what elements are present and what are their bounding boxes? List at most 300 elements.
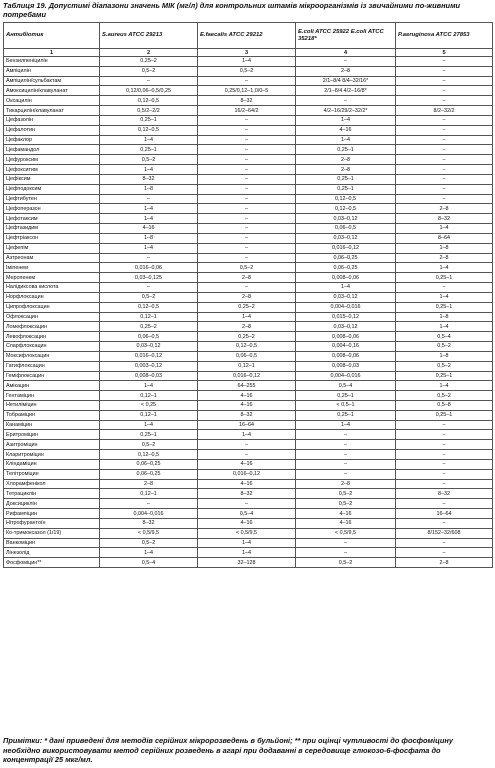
- e-faecalis-cell: –: [198, 204, 296, 214]
- antibiotic-cell: Азтреонам: [4, 253, 100, 263]
- s-aureus-cell: 8–32: [100, 518, 198, 528]
- e-coli-cell: 0,25–1: [296, 391, 396, 401]
- table-row: [4, 253, 493, 263]
- e-faecalis-cell: 2–8: [198, 322, 296, 332]
- s-aureus-cell: < 0,5/9,5: [100, 528, 198, 538]
- antibiotic-cell: Цефаклор: [4, 135, 100, 145]
- p-aeruginosa-cell: –: [396, 125, 493, 135]
- table-row: [4, 243, 493, 253]
- e-coli-cell: 0,03–0,12: [296, 292, 396, 302]
- s-aureus-cell: 0,016–0,12: [100, 351, 198, 361]
- e-coli-cell: 0,25–1: [296, 174, 396, 184]
- antibiotic-cell: Геміфлоксацин: [4, 371, 100, 381]
- e-faecalis-cell: –: [198, 243, 296, 253]
- p-aeruginosa-cell: 1–8: [396, 351, 493, 361]
- s-aureus-cell: 1–4: [100, 165, 198, 175]
- e-faecalis-cell: 1–4: [198, 430, 296, 440]
- e-faecalis-cell: 8–32: [198, 489, 296, 499]
- table-row: [4, 57, 493, 67]
- table-row: [4, 214, 493, 224]
- p-aeruginosa-cell: 1–4: [396, 292, 493, 302]
- antibiotic-cell: Моксифлоксацин: [4, 351, 100, 361]
- antibiotic-cell: Цефтріаксон: [4, 233, 100, 243]
- p-aeruginosa-cell: –: [396, 165, 493, 175]
- e-coli-cell: 0,004–0,016: [296, 302, 396, 312]
- e-faecalis-cell: –: [198, 76, 296, 86]
- p-aeruginosa-cell: 0,25–1: [396, 273, 493, 283]
- antibiotic-cell: Ко-тримоксазол (1/19): [4, 528, 100, 538]
- e-faecalis-cell: 1–4: [198, 57, 296, 67]
- p-aeruginosa-cell: 0,5–4: [396, 332, 493, 342]
- s-aureus-cell: 0,25–2: [100, 322, 198, 332]
- e-coli-cell: 4–16: [296, 509, 396, 519]
- table-row: [4, 489, 493, 499]
- s-aureus-cell: 1–4: [100, 548, 198, 558]
- p-aeruginosa-cell: 8/2–32/2: [396, 106, 493, 116]
- s-aureus-cell: 0,12–1: [100, 410, 198, 420]
- e-faecalis-cell: –: [198, 125, 296, 135]
- e-faecalis-cell: 0,25/0,12–1,0/0–5: [198, 86, 296, 96]
- e-faecalis-cell: 64–255: [198, 381, 296, 391]
- p-aeruginosa-cell: –: [396, 57, 493, 67]
- e-coli-cell: 0,008–0,03: [296, 361, 396, 371]
- column-number: 1: [4, 49, 100, 57]
- table-row: [4, 283, 493, 293]
- s-aureus-cell: 1–8: [100, 233, 198, 243]
- e-faecalis-cell: 1–4: [198, 312, 296, 322]
- antibiotic-cell: Цефамандол: [4, 145, 100, 155]
- s-aureus-cell: 0,12/0,06–0,5/0,25: [100, 86, 198, 96]
- e-faecalis-cell: –: [198, 440, 296, 450]
- antibiotic-cell: Цефуроксим: [4, 155, 100, 165]
- p-aeruginosa-cell: 0,25–1: [396, 302, 493, 312]
- e-coli-cell: –: [296, 548, 396, 558]
- e-coli-cell: 2/1–8/4 8/4–32/16*: [296, 76, 396, 86]
- s-aureus-cell: 0,016–0,06: [100, 263, 198, 273]
- s-aureus-cell: 0,06–0,25: [100, 469, 198, 479]
- table-body: [4, 57, 493, 568]
- p-aeruginosa-cell: –: [396, 194, 493, 204]
- antibiotic-cell: Ванкоміцин: [4, 538, 100, 548]
- e-coli-cell: 4–16: [296, 125, 396, 135]
- column-number: 5: [396, 49, 493, 57]
- e-faecalis-cell: 4–16: [198, 459, 296, 469]
- antibiotic-cell: Амоксицилін/клавуланат: [4, 86, 100, 96]
- p-aeruginosa-cell: –: [396, 479, 493, 489]
- p-aeruginosa-cell: –: [396, 459, 493, 469]
- header-s-aureus: S.aureus ATCC 29213: [100, 23, 198, 49]
- antibiotic-cell: Нетиліміцин: [4, 400, 100, 410]
- antibiotic-cell: Телітроміцин: [4, 469, 100, 479]
- p-aeruginosa-cell: –: [396, 440, 493, 450]
- e-faecalis-cell: < 0,5/9,5: [198, 528, 296, 538]
- s-aureus-cell: 0,25–1: [100, 145, 198, 155]
- table-row: [4, 76, 493, 86]
- antibiotic-cell: Гатифлоксацин: [4, 361, 100, 371]
- p-aeruginosa-cell: –: [396, 469, 493, 479]
- e-coli-cell: 0,25–1: [296, 145, 396, 155]
- s-aureus-cell: –: [100, 194, 198, 204]
- e-faecalis-cell: –: [198, 499, 296, 509]
- antibiotic-cell: Меропенем: [4, 273, 100, 283]
- p-aeruginosa-cell: –: [396, 145, 493, 155]
- p-aeruginosa-cell: –: [396, 115, 493, 125]
- table-row: [4, 263, 493, 273]
- e-coli-cell: 0,008–0,06: [296, 332, 396, 342]
- table-row: [4, 233, 493, 243]
- e-coli-cell: 0,03–0,12: [296, 233, 396, 243]
- table-row: [4, 430, 493, 440]
- s-aureus-cell: –: [100, 283, 198, 293]
- s-aureus-cell: 1–4: [100, 243, 198, 253]
- s-aureus-cell: 0,5/2–2/2: [100, 106, 198, 116]
- antibiotic-cell: Оксацилін: [4, 96, 100, 106]
- e-coli-cell: 0,06–0,25: [296, 253, 396, 263]
- s-aureus-cell: 0,003–0,12: [100, 361, 198, 371]
- e-coli-cell: 0,5–2: [296, 489, 396, 499]
- s-aureus-cell: 0,5–2: [100, 440, 198, 450]
- e-coli-cell: –: [296, 538, 396, 548]
- p-aeruginosa-cell: –: [396, 86, 493, 96]
- e-coli-cell: 0,5–4: [296, 381, 396, 391]
- e-coli-cell: 0,03–0,12: [296, 322, 396, 332]
- e-coli-cell: 2–8: [296, 66, 396, 76]
- antibiotic-cell: Хлорамфенікол: [4, 479, 100, 489]
- p-aeruginosa-cell: 1–8: [396, 312, 493, 322]
- p-aeruginosa-cell: 8–32: [396, 489, 493, 499]
- table-row: [4, 391, 493, 401]
- e-faecalis-cell: 1–4: [198, 538, 296, 548]
- table-row: [4, 96, 493, 106]
- p-aeruginosa-cell: –: [396, 155, 493, 165]
- e-coli-cell: 0,016–0,12: [296, 243, 396, 253]
- s-aureus-cell: 0,25–1: [100, 115, 198, 125]
- antibiotic-cell: Нітрофурантоїн: [4, 518, 100, 528]
- e-coli-cell: 4–16: [296, 518, 396, 528]
- antibiotic-cell: Тикарцилін/клавуланат: [4, 106, 100, 116]
- e-coli-cell: 0,004–0,16: [296, 342, 396, 352]
- e-faecalis-cell: –: [198, 184, 296, 194]
- antibiotic-cell: Офлоксацин: [4, 312, 100, 322]
- table-row: [4, 371, 493, 381]
- antibiotic-cell: Цефазолін: [4, 115, 100, 125]
- table-row: [4, 381, 493, 391]
- e-coli-cell: –: [296, 57, 396, 67]
- antibiotic-cell: Цефалотин: [4, 125, 100, 135]
- table-row: [4, 125, 493, 135]
- s-aureus-cell: 0,03–0,125: [100, 273, 198, 283]
- e-faecalis-cell: 0,016–0,12: [198, 469, 296, 479]
- e-coli-cell: 0,5–2: [296, 558, 396, 568]
- e-faecalis-cell: 4–16: [198, 518, 296, 528]
- s-aureus-cell: 0,12–1: [100, 391, 198, 401]
- table-row: [4, 204, 493, 214]
- table-row: [4, 400, 493, 410]
- antibiotic-cell: Тетрациклін: [4, 489, 100, 499]
- table-row: [4, 165, 493, 175]
- antibiotic-cell: Ампіцилін: [4, 66, 100, 76]
- table-row: [4, 440, 493, 450]
- e-faecalis-cell: 2–8: [198, 273, 296, 283]
- table-row: [4, 469, 493, 479]
- header-e-coli: E.coli ATCC 25922 E.coli ATCC 35218*: [296, 23, 396, 49]
- antibiotic-cell: Налідиксова кислота: [4, 283, 100, 293]
- p-aeruginosa-cell: –: [396, 174, 493, 184]
- e-coli-cell: 2–8: [296, 155, 396, 165]
- e-faecalis-cell: 0,12–0,5: [198, 342, 296, 352]
- e-coli-cell: 0,06–0,25: [296, 263, 396, 273]
- p-aeruginosa-cell: 16–64: [396, 509, 493, 519]
- s-aureus-cell: 0,12–0,5: [100, 96, 198, 106]
- s-aureus-cell: < 0,25: [100, 400, 198, 410]
- s-aureus-cell: 1–4: [100, 204, 198, 214]
- p-aeruginosa-cell: 1–4: [396, 263, 493, 273]
- table-row: [4, 518, 493, 528]
- p-aeruginosa-cell: 0,5–8: [396, 400, 493, 410]
- table-row: [4, 273, 493, 283]
- e-faecalis-cell: –: [198, 283, 296, 293]
- e-coli-cell: 0,008–0,06: [296, 273, 396, 283]
- e-faecalis-cell: 0,5–4: [198, 509, 296, 519]
- s-aureus-cell: 1–4: [100, 135, 198, 145]
- e-coli-cell: 0,03–0,12: [296, 214, 396, 224]
- antibiotic-cell: Левофлоксацин: [4, 332, 100, 342]
- table-row: [4, 155, 493, 165]
- e-faecalis-cell: 1–4: [198, 548, 296, 558]
- s-aureus-cell: 0,12–1: [100, 312, 198, 322]
- p-aeruginosa-cell: –: [396, 66, 493, 76]
- mic-ranges-table: [3, 22, 493, 568]
- s-aureus-cell: 0,06–0,25: [100, 459, 198, 469]
- table-row: [4, 332, 493, 342]
- antibiotic-cell: Бензилпеніцилін: [4, 57, 100, 67]
- p-aeruginosa-cell: 0,5–2: [396, 342, 493, 352]
- antibiotic-cell: Канаміцин: [4, 420, 100, 430]
- p-aeruginosa-cell: –: [396, 518, 493, 528]
- e-coli-cell: –: [296, 96, 396, 106]
- antibiotic-cell: Еритроміцин: [4, 430, 100, 440]
- p-aeruginosa-cell: 1–4: [396, 224, 493, 234]
- p-aeruginosa-cell: 2–8: [396, 204, 493, 214]
- e-faecalis-cell: 0,25–2: [198, 332, 296, 342]
- e-faecalis-cell: –: [198, 145, 296, 155]
- e-coli-cell: –: [296, 469, 396, 479]
- column-number: 3: [198, 49, 296, 57]
- p-aeruginosa-cell: –: [396, 450, 493, 460]
- e-coli-cell: –: [296, 440, 396, 450]
- e-faecalis-cell: 16/2–64/2: [198, 106, 296, 116]
- e-faecalis-cell: 0,5–2: [198, 66, 296, 76]
- e-faecalis-cell: –: [198, 224, 296, 234]
- e-coli-cell: 1–4: [296, 135, 396, 145]
- s-aureus-cell: 0,03–0,12: [100, 342, 198, 352]
- table-row: [4, 558, 493, 568]
- table-row: [4, 342, 493, 352]
- e-coli-cell: < 0,5–1: [296, 400, 396, 410]
- s-aureus-cell: 0,008–0,03: [100, 371, 198, 381]
- p-aeruginosa-cell: –: [396, 96, 493, 106]
- e-coli-cell: 0,25–1: [296, 184, 396, 194]
- antibiotic-cell: Цефепім: [4, 243, 100, 253]
- e-coli-cell: 2/1–8/4 4/2–16/8*: [296, 86, 396, 96]
- table-row: [4, 450, 493, 460]
- table-row: [4, 528, 493, 538]
- e-coli-cell: < 0,5/9,5: [296, 528, 396, 538]
- s-aureus-cell: 0,5–2: [100, 66, 198, 76]
- e-coli-cell: 2–8: [296, 479, 396, 489]
- e-faecalis-cell: –: [198, 155, 296, 165]
- s-aureus-cell: 0,12–0,5: [100, 450, 198, 460]
- e-coli-cell: –: [296, 450, 396, 460]
- table-row: [4, 548, 493, 558]
- antibiotic-cell: Рифампіцин: [4, 509, 100, 519]
- p-aeruginosa-cell: 1–4: [396, 381, 493, 391]
- s-aureus-cell: 0,25–2: [100, 57, 198, 67]
- e-faecalis-cell: –: [198, 214, 296, 224]
- p-aeruginosa-cell: –: [396, 548, 493, 558]
- s-aureus-cell: 0,004–0,016: [100, 509, 198, 519]
- s-aureus-cell: 0,5–2: [100, 155, 198, 165]
- table-row: [4, 106, 493, 116]
- s-aureus-cell: 0,5–2: [100, 538, 198, 548]
- s-aureus-cell: 4–16: [100, 224, 198, 234]
- p-aeruginosa-cell: 0,5–2: [396, 361, 493, 371]
- table-row: [4, 410, 493, 420]
- table-row: [4, 184, 493, 194]
- s-aureus-cell: 1–4: [100, 420, 198, 430]
- p-aeruginosa-cell: 1–8: [396, 243, 493, 253]
- e-coli-cell: 0,25–1: [296, 410, 396, 420]
- table-row: [4, 538, 493, 548]
- table-row: [4, 312, 493, 322]
- table-row: [4, 479, 493, 489]
- s-aureus-cell: 0,25–1: [100, 430, 198, 440]
- header-e-faecalis: E.faecalis ATCC 29212: [198, 23, 296, 49]
- e-coli-cell: 4/2–16/29/2–32/2*: [296, 106, 396, 116]
- s-aureus-cell: 0,12–1: [100, 489, 198, 499]
- antibiotic-cell: Лінезолід: [4, 548, 100, 558]
- e-faecalis-cell: 0,25–2: [198, 302, 296, 312]
- antibiotic-cell: Амікацин: [4, 381, 100, 391]
- e-coli-cell: 0,12–0,5: [296, 194, 396, 204]
- p-aeruginosa-cell: 0,25–1: [396, 410, 493, 420]
- p-aeruginosa-cell: 0,25–1: [396, 371, 493, 381]
- table-row: [4, 224, 493, 234]
- table-row: [4, 459, 493, 469]
- antibiotic-cell: Тобраміцин: [4, 410, 100, 420]
- antibiotic-cell: Цефотаксим: [4, 214, 100, 224]
- p-aeruginosa-cell: –: [396, 76, 493, 86]
- table-row: [4, 361, 493, 371]
- antibiotic-cell: Фосфоміцин**: [4, 558, 100, 568]
- column-number-row: [4, 49, 493, 57]
- table-row: [4, 292, 493, 302]
- table-row: [4, 194, 493, 204]
- p-aeruginosa-cell: –: [396, 184, 493, 194]
- s-aureus-cell: 1–4: [100, 214, 198, 224]
- antibiotic-cell: Цефіксим: [4, 174, 100, 184]
- s-aureus-cell: 0,06–0,5: [100, 332, 198, 342]
- e-faecalis-cell: –: [198, 165, 296, 175]
- p-aeruginosa-cell: 8/152–32/608: [396, 528, 493, 538]
- s-aureus-cell: –: [100, 253, 198, 263]
- e-faecalis-cell: –: [198, 174, 296, 184]
- table-row: [4, 509, 493, 519]
- p-aeruginosa-cell: –: [396, 420, 493, 430]
- header-row: [4, 23, 493, 49]
- e-coli-cell: 1–4: [296, 420, 396, 430]
- table-row: [4, 66, 493, 76]
- e-coli-cell: –: [296, 459, 396, 469]
- e-faecalis-cell: 0,016–0,12: [198, 371, 296, 381]
- e-faecalis-cell: –: [198, 115, 296, 125]
- antibiotic-cell: Гентаміцин: [4, 391, 100, 401]
- e-faecalis-cell: 2–8: [198, 292, 296, 302]
- p-aeruginosa-cell: –: [396, 499, 493, 509]
- p-aeruginosa-cell: 1–4: [396, 322, 493, 332]
- s-aureus-cell: 1–4: [100, 381, 198, 391]
- e-faecalis-cell: –: [198, 450, 296, 460]
- s-aureus-cell: 0,12–0,5: [100, 302, 198, 312]
- antibiotic-cell: Іміпенем: [4, 263, 100, 273]
- antibiotic-cell: Спарфлоксацин: [4, 342, 100, 352]
- p-aeruginosa-cell: 8–64: [396, 233, 493, 243]
- antibiotic-cell: Цефподоксим: [4, 184, 100, 194]
- p-aeruginosa-cell: –: [396, 283, 493, 293]
- antibiotic-cell: Ципрофлоксацин: [4, 302, 100, 312]
- e-coli-cell: 0,5–2: [296, 499, 396, 509]
- e-faecalis-cell: 0,06–0,5: [198, 351, 296, 361]
- table-row: [4, 420, 493, 430]
- antibiotic-cell: Цефтазидим: [4, 224, 100, 234]
- e-coli-cell: 0,008–0,06: [296, 351, 396, 361]
- table-row: [4, 135, 493, 145]
- p-aeruginosa-cell: 2–8: [396, 558, 493, 568]
- e-faecalis-cell: 0,12–1: [198, 361, 296, 371]
- s-aureus-cell: –: [100, 499, 198, 509]
- column-number: 4: [296, 49, 396, 57]
- antibiotic-cell: Цефтибутен: [4, 194, 100, 204]
- s-aureus-cell: 1–8: [100, 184, 198, 194]
- p-aeruginosa-cell: –: [396, 538, 493, 548]
- antibiotic-cell: Доксициклін: [4, 499, 100, 509]
- e-coli-cell: 1–4: [296, 283, 396, 293]
- antibiotic-cell: Кларитроміцин: [4, 450, 100, 460]
- e-coli-cell: 1–4: [296, 115, 396, 125]
- e-faecalis-cell: 8–32: [198, 96, 296, 106]
- e-faecalis-cell: 4–16: [198, 479, 296, 489]
- antibiotic-cell: Цефокситим: [4, 165, 100, 175]
- antibiotic-cell: Ампіцилін/сульбактам: [4, 76, 100, 86]
- e-faecalis-cell: –: [198, 135, 296, 145]
- column-number: 2: [100, 49, 198, 57]
- e-coli-cell: 0,015–0,12: [296, 312, 396, 322]
- p-aeruginosa-cell: –: [396, 135, 493, 145]
- antibiotic-cell: Норфлоксацин: [4, 292, 100, 302]
- antibiotic-cell: Кліндаміцин: [4, 459, 100, 469]
- e-faecalis-cell: –: [198, 253, 296, 263]
- antibiotic-cell: Азитроміцин: [4, 440, 100, 450]
- header-antibiotic: Антибіотик: [4, 23, 100, 49]
- e-coli-cell: 0,12–0,5: [296, 204, 396, 214]
- p-aeruginosa-cell: 0,5–2: [396, 391, 493, 401]
- table-row: [4, 86, 493, 96]
- table-row: [4, 145, 493, 155]
- table-row: [4, 302, 493, 312]
- e-faecalis-cell: –: [198, 233, 296, 243]
- s-aureus-cell: 0,5–2: [100, 292, 198, 302]
- table-caption: Таблиця 19. Допустимі діапазони значень МІК (мг/л) для контрольних штамів мікроорганізмів із звичайними по-живними потребами: [3, 1, 461, 19]
